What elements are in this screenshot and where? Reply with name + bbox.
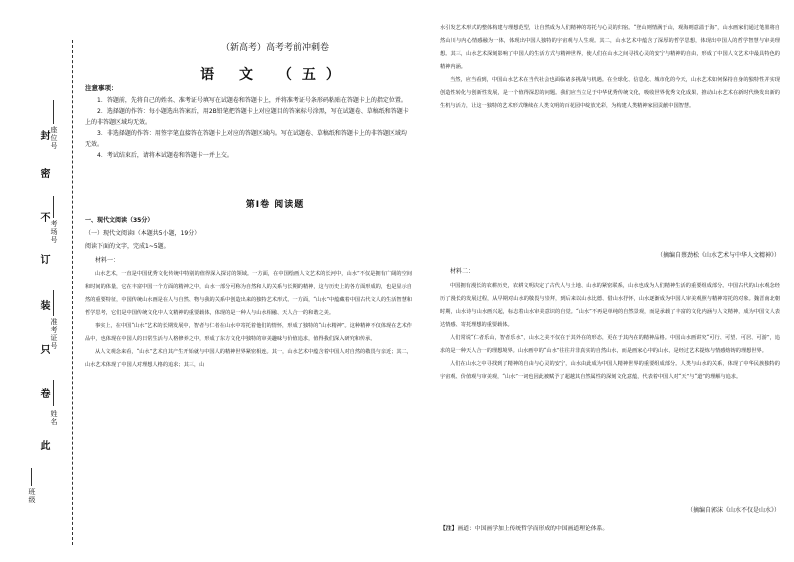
note-item: 2．选择题的作答：每小题选出答案后，用2B铅笔把答题卡上对应题目的答案标号涂黑，写在试题卷、草稿纸和答题卡上的非答题区域均无效。: [85, 108, 409, 126]
subsection-heading: （一）现代文阅读Ⅰ（本题共5小题，19分）: [85, 230, 201, 237]
note-item: 4．考试结束后，请将本试题卷和答题卡一并上交。: [97, 152, 233, 159]
binding-dashed-line: [72, 40, 73, 545]
material2-label: 材料二：: [450, 268, 475, 275]
binding-label-mi: 密: [38, 168, 49, 179]
notes-list: [85, 95, 412, 161]
binding-label-bu: 不: [38, 212, 49, 223]
passage-paragraph: 从人文观念来看，“山水”艺术自其产生开始就与中国人的精神世界紧密相连。其一，山水艺术中蕴含着中国人对自然的敬畏与亲近；其二，山水艺术体现了中国人对理想人格的追求；其三，山: [85, 349, 412, 368]
notes-heading: 注意事项：: [85, 84, 118, 92]
binding-label-feng: 封: [38, 130, 49, 141]
footnote-text: 画道：中国画学加上传统哲学而形成的中国画道理论体系。: [457, 526, 609, 532]
passage-paragraph: 当然，应当看到，中国山水艺术在当代社会也面临诸多挑战与机遇。在全球化、信息化、城市化的今天，山水艺术如何保持自身的独特性并实现创造性转化与创新性发展，是一个值得深思的问题。我们应当立足于中华优秀传统文化，吸收世界优秀文化成果，推动山水艺术在新时代焕发出新的生机与活力，让这一独特的艺术形式继续在人类文明的百花园中绽放光彩，为构建人类精神家园贡献中国智慧。: [440, 77, 780, 109]
binding-field-exam-id: 准考证号: [50, 318, 58, 350]
binding-field-room-line: [53, 196, 54, 218]
footnote-label: 【注】: [440, 526, 458, 532]
footnote: [440, 523, 780, 532]
note-item: 3．非选择题的作答：用签字笔直接答在答题卡上对应的答题区域内。写在试题卷、草稿纸和答题卡上的非答题区域均无效。: [85, 130, 407, 148]
reading-instruction: 阅读下面的文字，完成1~5题。: [85, 243, 170, 250]
material1-label: 材料一：: [95, 257, 120, 264]
passage-paragraph: 人们常说“仁者乐山，智者乐水”，山水之美不仅在于其外在的形态，更在于其内在的精神品格。中国山水画讲究“可行、可望、可居、可游”，追求的是一种天人合一的理想境界。山水画中的“山水”往往并非真实的自然山水，而是画家心中的山水，是经过艺术提炼与情感熔铸的理想世界。: [440, 335, 780, 354]
right-column-text-bottom: [440, 280, 780, 492]
binding-label-zhi: 只: [38, 344, 49, 355]
binding-field-name-line: [53, 380, 54, 406]
binding-field-seat-line: [53, 100, 54, 124]
binding-field-room: 考场号: [50, 220, 58, 244]
binding-label-ding: 订: [38, 254, 49, 265]
binding-field-seat: 座位号: [50, 126, 58, 150]
binding-label-juan: 卷: [38, 388, 49, 399]
section-heading: 一、现代文阅读（35分）: [85, 217, 154, 224]
left-column-text: [85, 268, 412, 548]
binding-label-zhuang: 装: [38, 300, 49, 311]
passage-paragraph: 山水艺术，一直是中国优秀文化传统中特别的值得深入探讨的领域。一方面，在中国绘画人文艺术的长河中，山水”不仅是拥有广阔的空间和时间的体量，它在丰富中国一个方面的精神之中，山水一部分可称为自然和人的关系与长期的精神，这与历史上的各方面形成的，也是显示自然的重要特征，中国传统山水画是在人与自然、物与我的关系中创造出来的独特艺术形式。一方面，“山水”中蕴藏着中国古代文人的生活智慧和哲学思考，它们是中国传统文化中人文精神的重要载体，体现的是一种人与山水相融、天人合一的和谐之美。: [85, 271, 412, 316]
note-item: 1．答题前，先将自己的姓名、准考证号填写在试题卷和答题卡上，并将准考证号条形码粘贴在答题卡上的指定位置。: [97, 97, 407, 104]
subject-title: 语 文 （五）: [200, 67, 350, 83]
right-column-text-top: [440, 22, 780, 244]
passage-paragraph: 事实上，在中国“山水”艺术的长期发展中，智者与仁者在山水中寄托着他们的情怀，形成了独特的“山水精神”。这种精神不仅体现在艺术作品中，也体现在中国人的日常生活与人格修养之中，形成了东方文化中独特的审美趣味与价值追求，值得我们深入研究和传承。: [85, 323, 412, 342]
passage-paragraph: 人们在山水之中寻找到了精神的自由与心灵的安宁，山水由此成为中国人精神世界的重要组成部分。人类与山水的关系，体现了中华民族独特的宇宙观、价值观与审美观，“山水”一词也因此被赋予了超越其自然属性的深刻文化意蕴，代表着中国人对“天”与“道”的理解与追求。: [440, 361, 780, 380]
binding-field-class-line: [31, 468, 32, 486]
source-citation-2: （摘编自郭沫《山水不仅是山水》）: [686, 507, 780, 514]
binding-field-class: 班级: [28, 488, 36, 504]
binding-field-name: 姓名: [50, 410, 58, 426]
source-citation-1: （摘编自蔡劲松《山水艺术与中华人文精神》）: [656, 252, 780, 259]
passage-paragraph: 水引发艺术形式的整体构建与理想范型，让自然成为人们精神的寄托与心灵的归宿。“登山则情满于山，观海则意溢于海”，山水画家们通过笔墨将自然山川与内心情感融为一体，体现出中国人独特的宇宙观与人生观。其二，山水艺术中蕴含了深厚的哲学思想，体现出中国人的哲学智慧与审美理想。其三，山水艺术深刻影响了中国人的生活方式与精神世界，使人们在山水之间寻找心灵的安宁与精神的自由，形成了中国人文艺术中最具特色的精神内涵。: [440, 25, 780, 70]
exam-header-title: （新高考）高考考前冲刺卷: [220, 43, 329, 53]
binding-field-exam-id-line: [53, 290, 54, 316]
binding-label-ci: 此: [38, 440, 49, 451]
passage-paragraph: 中国拥有漫长的农耕历史，农耕文明决定了古代人与土地、山水的紧密联系，山水也成为人们精神生活的重要组成部分。中国古代的山水观念经历了漫长的发展过程，从早期对山水的敬畏与崇拜，到后来以山水比德、借山水抒怀，山水逐渐成为中国人审美观照与精神寄托的对象。魏晋南北朝时期，山水诗与山水画兴起，标志着山水审美意识的自觉。“山水”不再是单纯的自然景观，而是承载了丰富的文化内涵与人文精神，成为中国文人表达情感、寄托理想的重要载体。: [440, 283, 780, 328]
part-title: 第Ⅰ卷 阅读题: [245, 200, 305, 210]
